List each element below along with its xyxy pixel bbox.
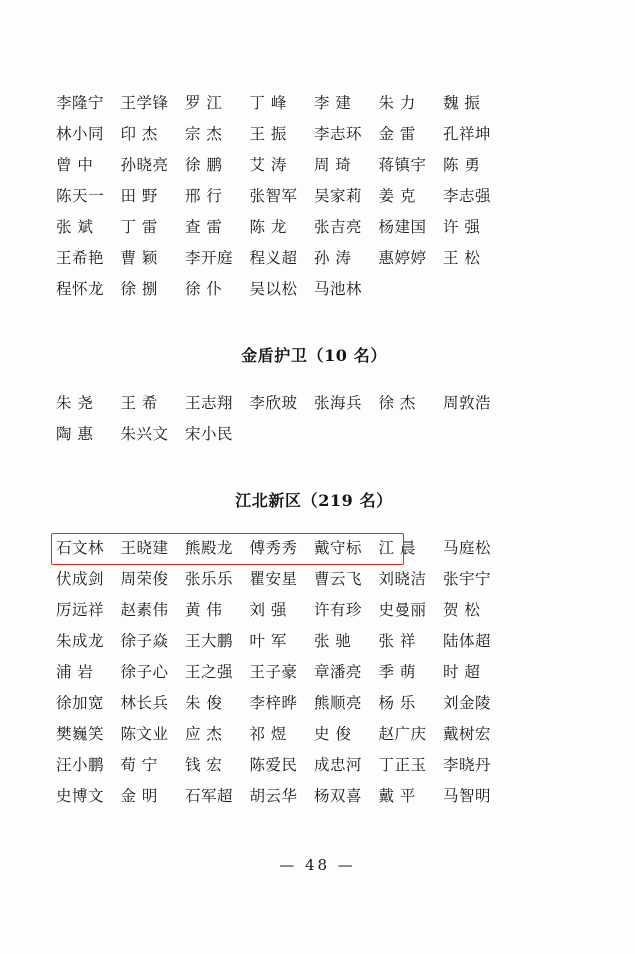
name-cell: 伏成剑 [56, 569, 105, 588]
name-cell: 吴以松 [249, 279, 298, 298]
name-cell: 李志环 [314, 124, 363, 143]
name-cell: 徐 杰 [378, 393, 416, 412]
vertical-spacer [56, 448, 572, 488]
name-cell: 钱 宏 [185, 755, 223, 774]
name-cell: 田 野 [120, 186, 158, 205]
name-row [56, 417, 572, 448]
name-row [56, 686, 572, 717]
name-cell: 朱兴文 [120, 424, 169, 443]
name-cell: 张宇宁 [443, 569, 492, 588]
name-cell: 王大鹏 [185, 631, 234, 650]
name-cell: 张 祥 [378, 631, 416, 650]
name-cell: 王学锋 [120, 93, 169, 112]
name-cell: 史 俊 [314, 724, 352, 743]
name-cell: 徐加宽 [56, 693, 105, 712]
name-cell: 张智军 [249, 186, 298, 205]
name-cell: 石军超 [185, 786, 234, 805]
name-cell: 刘金陵 [443, 693, 492, 712]
section-jindun-huwei [56, 386, 572, 448]
name-cell: 戴 平 [378, 786, 416, 805]
name-cell: 瞿安星 [249, 569, 298, 588]
name-cell: 张海兵 [314, 393, 363, 412]
name-cell: 李志强 [443, 186, 492, 205]
name-cell: 陈 勇 [443, 155, 481, 174]
name-row [56, 148, 572, 179]
name-cell: 祁 煜 [249, 724, 287, 743]
name-cell: 邢 行 [185, 186, 223, 205]
name-cell: 张 驰 [314, 631, 352, 650]
name-cell: 陈天一 [56, 186, 105, 205]
name-cell: 陆体超 [443, 631, 492, 650]
section-jindun-huwei-title: 金盾护卫（10 名） [241, 346, 387, 365]
name-cell: 汪小鹏 [56, 755, 105, 774]
name-cell: 宗 杰 [185, 124, 223, 143]
name-cell: 浦 岩 [56, 662, 94, 681]
name-cell: 王晓建 [120, 538, 169, 557]
name-row [56, 210, 572, 241]
name-row [56, 593, 572, 624]
name-cell: 江 晨 [378, 538, 416, 557]
name-row [56, 779, 572, 810]
name-cell: 李隆宁 [56, 93, 105, 112]
name-cell: 丁 雷 [120, 217, 158, 236]
name-cell: 厉远祥 [56, 600, 105, 619]
name-cell: 徐 仆 [185, 279, 223, 298]
name-cell: 王之强 [185, 662, 234, 681]
name-cell: 王 振 [249, 124, 287, 143]
name-cell: 曹 颖 [120, 248, 158, 267]
name-cell: 陈 龙 [249, 217, 287, 236]
name-cell: 应 杰 [185, 724, 223, 743]
name-row [56, 86, 572, 117]
name-cell: 张乐乐 [185, 569, 234, 588]
name-cell: 许 强 [443, 217, 481, 236]
name-cell: 杨 乐 [378, 693, 416, 712]
name-cell: 熊殿龙 [185, 538, 234, 557]
name-cell: 戴树宏 [443, 724, 492, 743]
name-cell: 陶 惠 [56, 424, 94, 443]
name-cell: 荀 宁 [120, 755, 158, 774]
name-cell: 李梓晔 [249, 693, 298, 712]
name-cell: 丁正玉 [378, 755, 427, 774]
name-row [56, 272, 572, 303]
name-cell: 查 雷 [185, 217, 223, 236]
vertical-spacer [56, 303, 572, 343]
name-row [56, 117, 572, 148]
name-cell: 史曼丽 [378, 600, 427, 619]
name-cell: 蒋镇宇 [378, 155, 427, 174]
name-cell: 罗 江 [185, 93, 223, 112]
name-cell: 李开庭 [185, 248, 234, 267]
name-cell: 程义超 [249, 248, 298, 267]
name-cell: 丁 峰 [249, 93, 287, 112]
name-cell: 王 松 [443, 248, 481, 267]
name-cell: 黄 伟 [185, 600, 223, 619]
name-cell: 徐 捌 [120, 279, 158, 298]
name-cell: 王子豪 [249, 662, 298, 681]
name-cell: 季 萌 [378, 662, 416, 681]
name-row [56, 531, 572, 562]
name-cell: 李 建 [314, 93, 352, 112]
name-cell: 朱成龙 [56, 631, 105, 650]
name-cell: 杨建国 [378, 217, 427, 236]
document-body [56, 86, 572, 810]
name-cell: 赵素伟 [120, 600, 169, 619]
name-cell: 林长兵 [120, 693, 169, 712]
name-cell: 章潘亮 [314, 662, 363, 681]
name-cell: 马池林 [314, 279, 363, 298]
name-cell: 张 斌 [56, 217, 94, 236]
name-cell: 徐子心 [120, 662, 169, 681]
name-cell: 周 琦 [314, 155, 352, 174]
section-jiangbei-xinqu-title: 江北新区（219 名） [235, 491, 393, 510]
name-row [56, 624, 572, 655]
name-cell: 朱 尧 [56, 393, 94, 412]
name-cell: 曾 中 [56, 155, 94, 174]
name-cell: 姜 克 [378, 186, 416, 205]
name-list-top [56, 86, 572, 303]
name-cell: 马智明 [443, 786, 492, 805]
name-row [56, 748, 572, 779]
name-row [56, 179, 572, 210]
name-cell: 史博文 [56, 786, 105, 805]
name-cell: 周敦浩 [443, 393, 492, 412]
name-cell: 戴守标 [314, 538, 363, 557]
name-row [56, 241, 572, 272]
name-cell: 叶 军 [249, 631, 287, 650]
name-cell: 贺 松 [443, 600, 481, 619]
name-cell: 曹云飞 [314, 569, 363, 588]
name-cell: 石文林 [56, 538, 105, 557]
name-row [56, 386, 572, 417]
name-cell: 许有珍 [314, 600, 363, 619]
name-cell: 孔祥坤 [443, 124, 492, 143]
name-cell: 孙晓亮 [120, 155, 169, 174]
name-row [56, 562, 572, 593]
name-cell: 朱 俊 [185, 693, 223, 712]
name-cell: 时 超 [443, 662, 481, 681]
name-cell: 惠婷婷 [378, 248, 427, 267]
name-cell: 李欣玻 [249, 393, 298, 412]
name-cell: 徐子焱 [120, 631, 169, 650]
name-cell: 王 希 [120, 393, 158, 412]
name-cell: 张吉亮 [314, 217, 363, 236]
name-row [56, 717, 572, 748]
name-row [56, 655, 572, 686]
name-cell: 陈爱民 [249, 755, 298, 774]
name-cell: 魏 振 [443, 93, 481, 112]
name-cell: 赵广庆 [378, 724, 427, 743]
name-cell: 马庭松 [443, 538, 492, 557]
page-number: — 48 — [279, 856, 356, 874]
name-cell: 吴家莉 [314, 186, 363, 205]
name-cell: 孙 涛 [314, 248, 352, 267]
section-jiangbei-xinqu [56, 531, 572, 810]
name-cell: 熊顺亮 [314, 693, 363, 712]
name-cell: 王志翔 [185, 393, 234, 412]
name-cell: 徐 鹏 [185, 155, 223, 174]
name-cell: 艾 涛 [249, 155, 287, 174]
name-cell: 朱 力 [378, 93, 416, 112]
name-cell: 李晓丹 [443, 755, 492, 774]
name-cell: 樊巍笑 [56, 724, 105, 743]
name-cell: 金 明 [120, 786, 158, 805]
name-cell: 刘 强 [249, 600, 287, 619]
name-cell: 金 雷 [378, 124, 416, 143]
name-cell: 王希艳 [56, 248, 105, 267]
name-cell: 周荣俊 [120, 569, 169, 588]
name-cell: 傅秀秀 [249, 538, 298, 557]
name-cell: 程怀龙 [56, 279, 105, 298]
name-cell: 杨双喜 [314, 786, 363, 805]
vertical-spacer [56, 366, 572, 386]
vertical-spacer [56, 511, 572, 531]
name-cell: 成忠河 [314, 755, 363, 774]
name-cell: 印 杰 [120, 124, 158, 143]
name-cell: 林小同 [56, 124, 105, 143]
name-cell: 宋小民 [185, 424, 234, 443]
name-cell: 刘晓洁 [378, 569, 427, 588]
name-cell: 陈文业 [120, 724, 169, 743]
name-cell: 胡云华 [249, 786, 298, 805]
